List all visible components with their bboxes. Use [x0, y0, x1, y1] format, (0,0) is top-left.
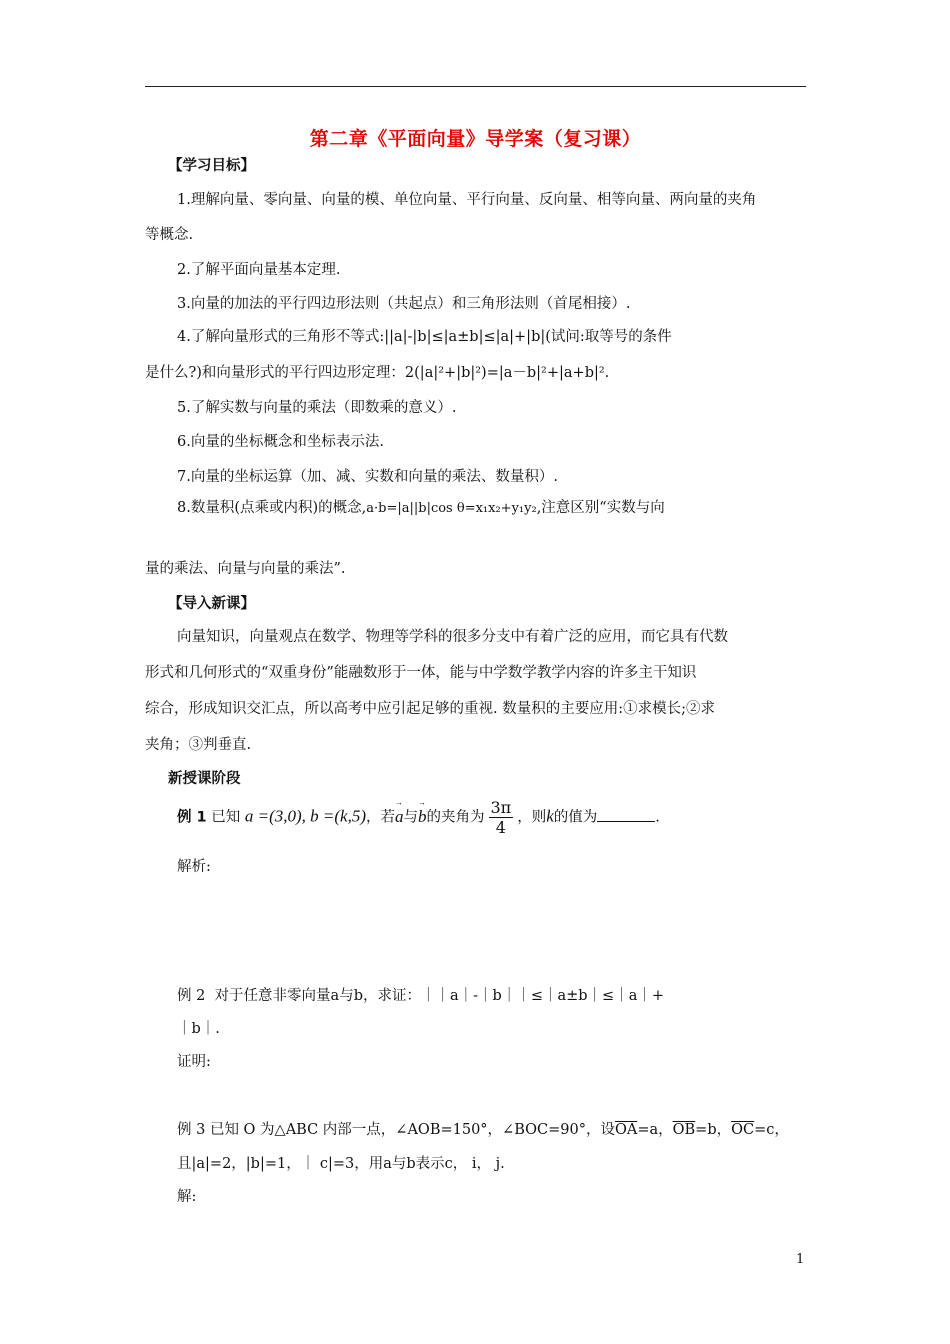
example-1-answer-label: 解析:: [177, 859, 211, 875]
vector-ob: $\overline{OB}$: [672, 1122, 696, 1138]
vector-oc: $\overline{OC}$: [731, 1122, 755, 1138]
goals-heading: 【学习目标】: [168, 158, 255, 174]
example-1-mid1: ，若: [366, 809, 395, 826]
goal-8a: 8.数量积(点乘或内积)的概念,: [177, 500, 367, 516]
goal-7: 7.向量的坐标运算（加、减、实数和向量的乘法、数量积）.: [177, 469, 558, 485]
example-1-label: 例 1: [177, 809, 207, 826]
page-number: 1: [796, 1252, 805, 1267]
example-2-label: 例 2: [177, 988, 206, 1004]
dot-product-formula: a·b=|a||b|cos θ=x₁x₂+y₁y₂: [366, 501, 537, 516]
vector-oa: $\overline{OA}$: [614, 1122, 638, 1138]
example-1: [177, 798, 660, 837]
example-1-k: k: [546, 806, 554, 826]
fraction-numerator: 3π: [490, 798, 512, 817]
example-2-answer-label: 证明:: [177, 1054, 211, 1070]
example-1-math: a =(3,0), b =(k,5): [244, 806, 366, 826]
angle-fraction: [489, 798, 514, 837]
answer-blank: [597, 807, 655, 822]
goal-2: 2.了解平面向量基本定理.: [177, 262, 341, 278]
example-1-with: 与: [403, 809, 418, 826]
example-2-text-1: 对于任意非零向量a与b，求证：｜｜a｜-｜b｜｜≤｜a±b｜≤｜a｜+: [214, 988, 664, 1004]
goal-1a: 1.理解向量、零向量、向量的模、单位向量、平行向量、反向量、相等向量、两向量的夹角: [177, 192, 757, 208]
vector-a-symbol: → a: [395, 807, 404, 827]
example-2-text-2: ｜b｜.: [177, 1021, 220, 1037]
goal-4b: 是什么?)和向量形式的平行四边形定理：2(|a|²+|b|²)=|a－b|²+|a+b|².: [145, 365, 610, 381]
example-2-line-1: [177, 984, 664, 1005]
intro-line-4: 夹角；③判垂直.: [145, 737, 252, 753]
goal-5: 5.了解实数与向量的乘法（即数乘的意义）.: [177, 400, 457, 416]
goal-1b: 等概念.: [145, 227, 194, 243]
page-title: 第二章《平面向量》导学案（复习课）: [309, 128, 642, 150]
example-3-text-1a: 已知 O 为△ABC 内部一点，∠AOB=150°，∠BOC=90°，设: [209, 1122, 615, 1138]
goal-6: 6.向量的坐标概念和坐标表示法.: [177, 434, 384, 450]
example-3-label: 例 3: [177, 1122, 206, 1138]
example-3-answer-label: 解:: [177, 1189, 197, 1205]
example-1-mid2: 的夹角为: [426, 809, 485, 826]
example-3-line-1: [177, 1118, 789, 1139]
header-rule: [145, 86, 806, 87]
goal-8b: ,注意区别“实数与向: [536, 500, 665, 516]
fraction-denominator: 4: [495, 818, 506, 837]
example-1-mid3: ，则: [517, 809, 547, 826]
example-3-eq2: =b，: [695, 1122, 732, 1138]
intro-line-1: 向量知识，向量观点在数学、物理等学科的很多分支中有着广泛的应用，而它具有代数: [177, 629, 728, 645]
intro-line-2: 形式和几何形式的“双重身份”能融数形于一体，能与中学数学教学内容的许多主干知识: [145, 665, 697, 681]
intro-line-3: 综合，形成知识交汇点，所以高考中应引起足够的重视. 数量积的主要应用:①求模长;②求: [145, 701, 715, 717]
goal-4a: 4.了解向量形式的三角形不等式:||a|-|b|≤|a±b|≤|a|+|b|(试问:取等号的条件: [177, 329, 672, 345]
goal-3: 3.向量的加法的平行四边形法则（共起点）和三角形法则（首尾相接）.: [177, 296, 631, 312]
goal-8a-line: [177, 496, 665, 517]
intro-heading: 【导入新课】: [168, 596, 255, 612]
example-1-post: 的值为: [553, 809, 598, 826]
example-3-eq3: =c，: [754, 1122, 789, 1138]
example-1-end: .: [655, 809, 660, 826]
goal-8c: 量的乘法、向量与向量的乘法”.: [145, 561, 346, 577]
example-3-eq1: =a，: [637, 1122, 673, 1138]
vector-b-symbol: → b: [418, 807, 427, 827]
example-1-pre: 已知: [211, 809, 241, 826]
new-lesson-heading: 新授课阶段: [168, 771, 241, 787]
example-3-text-2: 且|a|=2，|b|=1，｜ c|=3，用a与b表示c， i， j.: [177, 1156, 505, 1172]
